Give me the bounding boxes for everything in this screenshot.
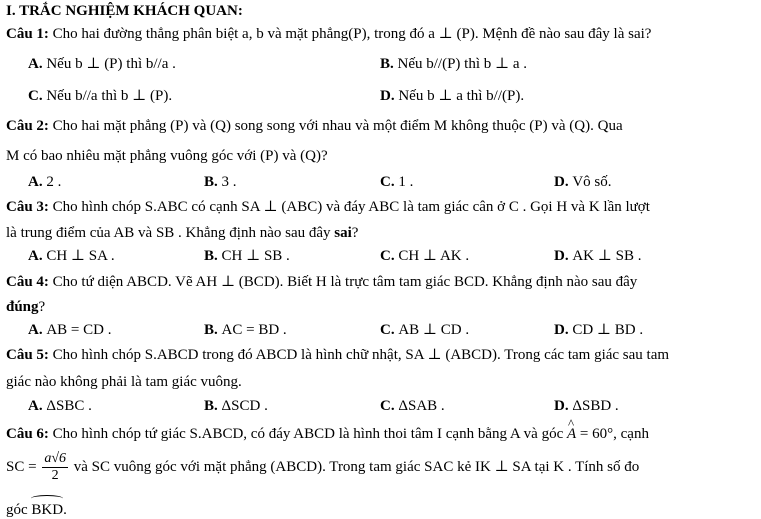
- q4-option-d-text: CD ⊥ BD .: [572, 322, 644, 338]
- question-4-text-line-1: [6, 272, 637, 292]
- question-3-options: [28, 246, 758, 266]
- q4-option-c-text: AB ⊥ CD .: [398, 322, 470, 338]
- q2-option-a[interactable]: [28, 172, 61, 192]
- q5-option-a[interactable]: [28, 396, 92, 416]
- q1-option-b-text: Nếu b//(P) thì b ⊥ a .: [397, 56, 528, 72]
- question-3-emphasis: sai: [334, 225, 352, 241]
- question-1-text: [6, 24, 651, 44]
- q5-option-a-text: ΔSBC .: [46, 398, 92, 414]
- q5-option-b-text: ΔSCD .: [221, 398, 268, 414]
- q3-option-c-text: CH ⊥ AK .: [398, 248, 470, 264]
- question-2-text-line-2: [6, 146, 328, 166]
- question-5-body-2: giác nào không phải là tam giác vuông.: [6, 374, 242, 390]
- angle-a-value: = 60°, cạnh: [579, 426, 649, 442]
- q4-option-a[interactable]: [28, 320, 111, 340]
- q4-option-a-text: AB = CD .: [46, 322, 112, 338]
- question-4-body-1: Cho tứ diện ABCD. Vẽ AH ⊥ (BCD). Biết H là trực tâm tam giác BCD. Khẳng định nào sau đây: [52, 274, 638, 290]
- sc-expression-prefix: SC =: [6, 459, 37, 475]
- q3-option-d-text: AK ⊥ SB .: [572, 248, 642, 264]
- question-2-text-line-1: [6, 116, 623, 136]
- q1-option-b[interactable]: [380, 54, 527, 74]
- q2-option-d-text: Vô số.: [572, 174, 612, 190]
- question-6-body-3: góc: [6, 502, 28, 518]
- q1-option-c-text: Nếu b//a thì b ⊥ (P).: [46, 88, 173, 104]
- q5-option-a-letter: A.: [28, 398, 43, 414]
- question-2-body-1: Cho hai mặt phẳng (P) và (Q) song song với nhau và một điểm M không thuộc (P) và (Q). Qua: [52, 118, 623, 134]
- q2-option-b[interactable]: [204, 172, 237, 192]
- question-2-options: [28, 172, 758, 192]
- question-4-end: ?: [38, 299, 46, 315]
- q2-option-a-letter: A.: [28, 174, 43, 190]
- q2-option-c-text: 1 .: [398, 174, 414, 190]
- q4-option-b-letter: B.: [204, 322, 218, 338]
- q3-option-d[interactable]: [554, 246, 641, 266]
- q2-option-d-letter: D.: [554, 174, 569, 190]
- angle-bkd-symbol: BKD: [31, 497, 63, 519]
- q3-option-d-letter: D.: [554, 248, 569, 264]
- q3-option-a-text: CH ⊥ SA .: [46, 248, 115, 264]
- question-6-body-2: và SC vuông góc với mặt phẳng (ABCD). Trong tam giác SAC kẻ IK ⊥ SA tại K . Tính số đo: [73, 459, 640, 475]
- q5-option-c-letter: C.: [380, 398, 395, 414]
- question-6-text-line-2: [6, 449, 639, 485]
- q5-option-c[interactable]: [380, 396, 445, 416]
- q1-option-a-text: Nếu b ⊥ (P) thì b//a .: [46, 56, 176, 72]
- q4-option-b-text: AC = BD .: [221, 322, 287, 338]
- question-5-text-line-2: [6, 372, 242, 392]
- q3-option-a-letter: A.: [28, 248, 43, 264]
- q4-option-b[interactable]: [204, 320, 287, 340]
- q1-option-d-text: Nếu b ⊥ a thì b//(P).: [398, 88, 525, 104]
- q1-option-a-letter: A.: [28, 56, 43, 72]
- q5-option-d-text: ΔSBD .: [572, 398, 619, 414]
- sc-fraction-denominator: 2: [51, 468, 59, 484]
- q4-option-d-letter: D.: [554, 322, 569, 338]
- question-5-text-line-1: [6, 345, 669, 365]
- q2-option-b-letter: B.: [204, 174, 218, 190]
- q1-option-b-letter: B.: [380, 56, 394, 72]
- q3-option-a[interactable]: [28, 246, 115, 266]
- q2-option-a-text: 2 .: [46, 174, 62, 190]
- question-3-text-line-1: [6, 197, 650, 217]
- question-3-body-2: là trung điểm của AB và SB . Khẳng định nào sau đây: [6, 225, 331, 241]
- q5-option-d[interactable]: [554, 396, 619, 416]
- q2-option-c[interactable]: [380, 172, 413, 192]
- q5-option-b[interactable]: [204, 396, 268, 416]
- q4-option-a-letter: A.: [28, 322, 43, 338]
- question-1-options-row-1: [28, 54, 758, 74]
- q4-option-c[interactable]: [380, 320, 469, 340]
- q1-option-d-letter: D.: [380, 88, 395, 104]
- q2-option-c-letter: C.: [380, 174, 395, 190]
- question-6-label: Câu 6:: [6, 426, 49, 442]
- section-title: I. TRẮC NGHIỆM KHÁCH QUAN:: [6, 3, 243, 19]
- q3-option-c[interactable]: [380, 246, 469, 266]
- q1-option-c-letter: C.: [28, 88, 43, 104]
- question-4-text-line-2: [6, 297, 45, 317]
- question-2-body-2: M có bao nhiêu mặt phẳng vuông góc với (P) và (Q)?: [6, 148, 328, 164]
- question-5-body-1: Cho hình chóp S.ABCD trong đó ABCD là hình chữ nhật, SA ⊥ (ABCD). Trong các tam giác sau tam: [52, 347, 670, 363]
- sc-fraction: [42, 451, 68, 484]
- question-4-options: [28, 320, 758, 340]
- q3-option-b-text: CH ⊥ SB .: [221, 248, 290, 264]
- question-3-label: Câu 3:: [6, 199, 49, 215]
- q4-option-d[interactable]: [554, 320, 643, 340]
- q3-option-c-letter: C.: [380, 248, 395, 264]
- q5-option-d-letter: D.: [554, 398, 569, 414]
- q1-option-d[interactable]: [380, 86, 524, 106]
- q1-option-a[interactable]: [28, 54, 176, 74]
- question-3-end: ?: [351, 225, 359, 241]
- question-6-body-1: Cho hình chóp tứ giác S.ABCD, có đáy ABCD là hình thoi tâm I cạnh bằng A và góc: [52, 426, 564, 442]
- question-4-emphasis: đúng: [6, 299, 39, 315]
- q2-option-b-text: 3 .: [221, 174, 237, 190]
- question-4-label: Câu 4:: [6, 274, 49, 290]
- question-3-body-1: Cho hình chóp S.ABC có cạnh SA ⊥ (ABC) và đáy ABC là tam giác cân ở C . Gọi H và K lần lượt: [52, 199, 650, 215]
- q3-option-b-letter: B.: [204, 248, 218, 264]
- question-1-body: Cho hai đường thẳng phân biệt a, b và mặt phẳng(P), trong đó a ⊥ (P). Mệnh đề nào sau đây là sai?: [52, 26, 652, 42]
- q5-option-b-letter: B.: [204, 398, 218, 414]
- question-6-text-line-1: [6, 424, 649, 444]
- q5-option-c-text: ΔSAB .: [398, 398, 445, 414]
- q2-option-d[interactable]: [554, 172, 612, 192]
- q1-option-c[interactable]: [28, 86, 172, 106]
- q3-option-b[interactable]: [204, 246, 290, 266]
- sc-fraction-numerator: a√6: [44, 451, 66, 467]
- angle-a-symbol: ^ A: [567, 424, 576, 444]
- question-1-options-row-2: [28, 86, 758, 106]
- question-5-label: Câu 5:: [6, 347, 49, 363]
- question-5-options: [28, 396, 758, 416]
- question-1-label: Câu 1:: [6, 26, 49, 42]
- question-3-text-line-2: [6, 223, 358, 243]
- question-6-end: .: [63, 502, 67, 518]
- question-2-label: Câu 2:: [6, 118, 49, 134]
- q4-option-c-letter: C.: [380, 322, 395, 338]
- question-6-text-line-3: [6, 497, 67, 519]
